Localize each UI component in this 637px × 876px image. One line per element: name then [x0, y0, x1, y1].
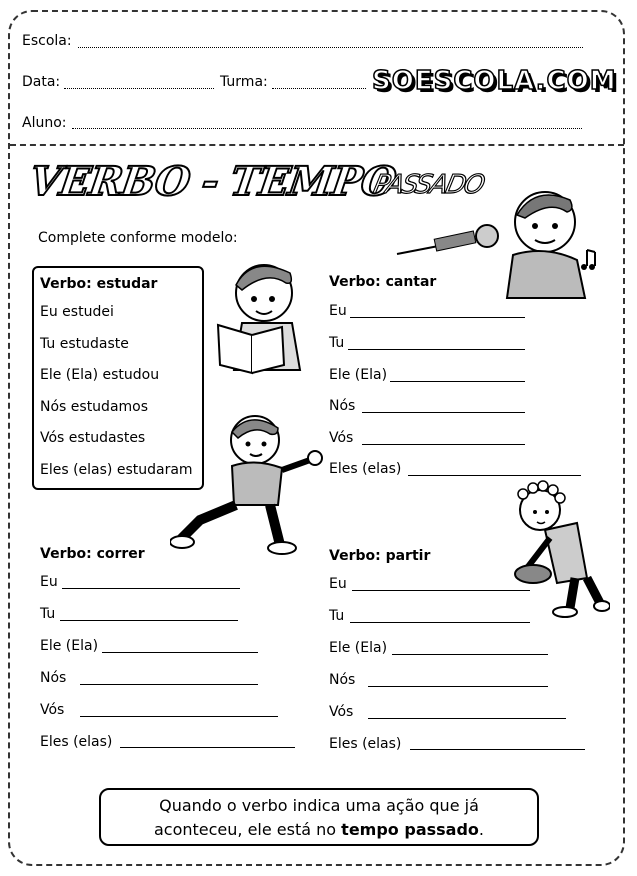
note-line-2-end: .	[478, 820, 484, 839]
model-row: Nós estudamos	[40, 399, 149, 415]
partir-row-label: Ele (Ela)	[329, 640, 388, 656]
note-box	[99, 788, 539, 846]
cantar-verb-label: Verbo: cantar	[329, 274, 437, 290]
partir-answer-line[interactable]	[352, 589, 530, 591]
escola-line[interactable]	[78, 46, 583, 48]
partir-answer-line[interactable]	[410, 748, 585, 750]
model-row: Eu estudei	[40, 304, 114, 320]
cantar-row-label: Vós	[329, 430, 354, 446]
note-line-2	[101, 818, 537, 842]
model-row: Vós estudastes	[40, 430, 146, 446]
model-row: Eles (elas) estudaram	[40, 462, 193, 478]
cantar-answer-line[interactable]	[362, 443, 525, 445]
partir-answer-line[interactable]	[368, 685, 548, 687]
correr-row-label: Eu	[40, 574, 58, 590]
cantar-row-label: Eu	[329, 303, 347, 319]
cantar-answer-line[interactable]	[350, 316, 525, 318]
correr-answer-line[interactable]	[62, 587, 240, 589]
partir-answer-line[interactable]	[392, 653, 548, 655]
partir-row-label: Tu	[329, 608, 345, 624]
correr-row-label: Tu	[40, 606, 56, 622]
correr-row-label: Nós	[40, 670, 67, 686]
cantar-answer-line[interactable]	[362, 411, 525, 413]
model-verb-label: Verbo: estudar	[40, 276, 158, 292]
instruction-text: Complete conforme modelo:	[38, 230, 238, 246]
turma-line[interactable]	[272, 87, 366, 89]
running-kid-illustration	[170, 410, 330, 560]
correr-answer-line[interactable]	[120, 746, 295, 748]
correr-answer-line[interactable]	[102, 651, 258, 653]
note-highlight: tempo passado	[341, 820, 479, 839]
correr-answer-line[interactable]	[80, 683, 258, 685]
note-line-1: Quando o verbo indica uma ação que já	[159, 796, 479, 815]
partir-row-label: Eles (elas)	[329, 736, 402, 752]
cantar-answer-line[interactable]	[390, 380, 525, 382]
page-title-passado: PASSADO	[370, 170, 486, 200]
correr-row-label: Eles (elas)	[40, 734, 113, 750]
partir-row-label: Eu	[329, 576, 347, 592]
page-title: VERBO - TEMPO	[26, 158, 399, 205]
correr-row-label: Ele (Ela)	[40, 638, 99, 654]
crouching-kid-illustration	[505, 478, 610, 623]
correr-answer-line[interactable]	[60, 619, 238, 621]
partir-answer-line[interactable]	[368, 717, 566, 719]
turma-label: Turma:	[220, 74, 268, 90]
escola-label: Escola:	[22, 33, 72, 49]
correr-row-label: Vós	[40, 702, 65, 718]
correr-verb-label: Verbo: correr	[40, 546, 145, 562]
model-row: Ele (Ela) estudou	[40, 367, 160, 383]
cantar-row-label: Tu	[329, 335, 345, 351]
site-logo: SOESCOLA.COM	[372, 66, 617, 96]
cantar-row-label: Ele (Ela)	[329, 367, 388, 383]
cantar-row-label: Nós	[329, 398, 356, 414]
reading-kid-illustration	[212, 255, 322, 375]
partir-verb-label: Verbo: partir	[329, 548, 431, 564]
partir-row-label: Vós	[329, 704, 354, 720]
partir-row-label: Nós	[329, 672, 356, 688]
cantar-answer-line[interactable]	[348, 348, 525, 350]
cantar-answer-line[interactable]	[408, 474, 581, 476]
aluno-label: Aluno:	[22, 115, 67, 131]
cantar-row-label: Eles (elas)	[329, 461, 402, 477]
partir-answer-line[interactable]	[350, 621, 530, 623]
model-row: Tu estudaste	[40, 336, 129, 352]
aluno-line[interactable]	[72, 127, 582, 129]
data-label: Data:	[22, 74, 61, 90]
correr-answer-line[interactable]	[80, 715, 278, 717]
header-divider	[10, 144, 624, 146]
data-line[interactable]	[64, 87, 214, 89]
note-line-2-start: aconteceu, ele está no	[153, 820, 342, 839]
